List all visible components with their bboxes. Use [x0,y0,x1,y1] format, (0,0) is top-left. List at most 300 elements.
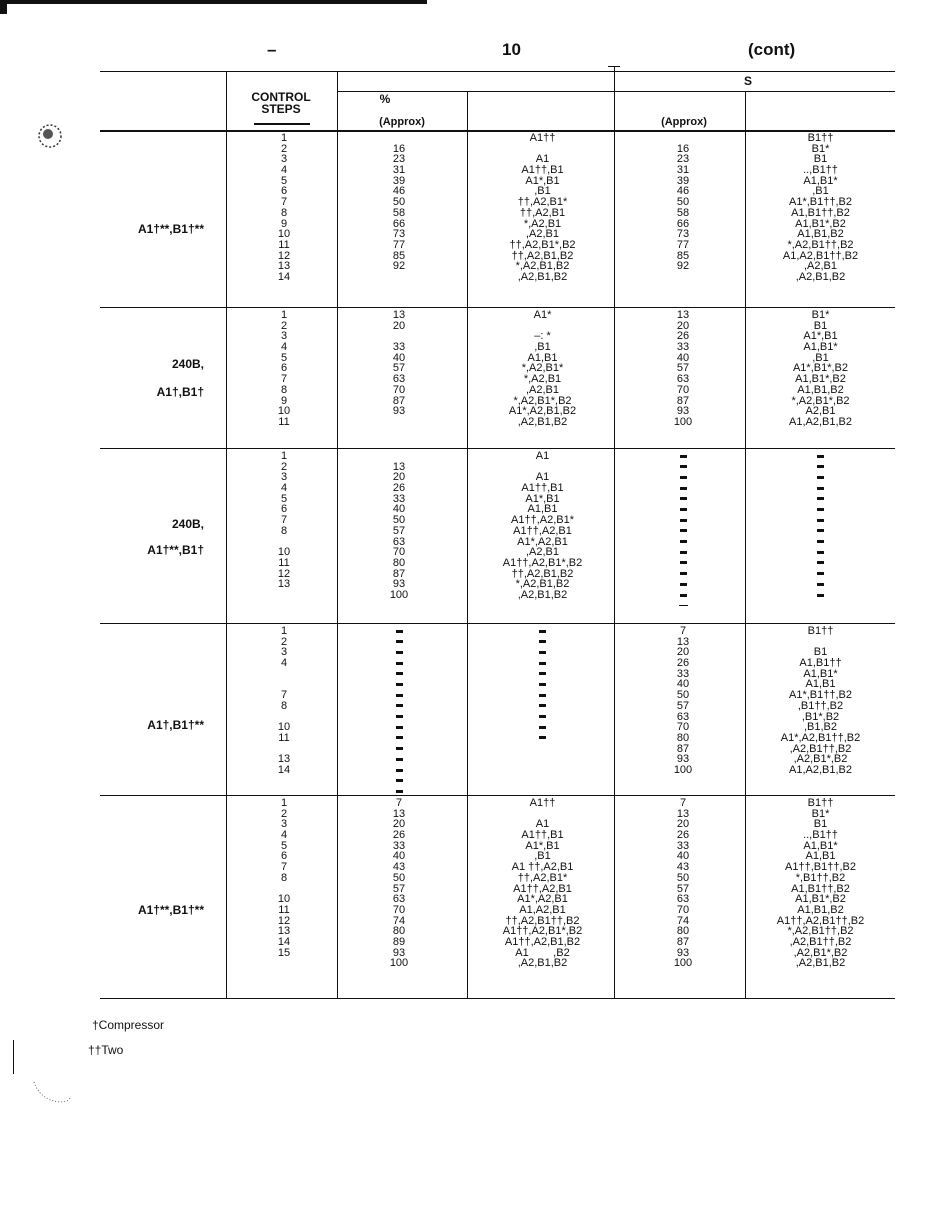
col-divider-5 [745,91,746,999]
cell-pct_b: 70 [676,903,690,916]
cell-pct_a: 20 [392,818,406,831]
cell-load_a: A1††,A2,B1 [513,524,572,537]
cell-load_b: A1,B1* [803,667,838,680]
cell-steps: 11 [278,903,290,916]
title-dash: – [267,40,277,59]
cell-load_a: ,A2,B1 [525,228,560,241]
empty-cell-dash [470,712,615,723]
cell-pct_b: 40 [676,850,690,863]
cell-steps: 8 [280,871,288,884]
cell-pct_a [383,272,415,283]
empty-cell-dash [667,569,699,580]
cell-load_a: A1††,B1 [521,829,564,842]
empty-cell-dash [748,451,893,462]
cell-pct_a: 77 [392,238,406,251]
cell-load_a: ,A2,B1 [525,546,560,559]
cell-steps: 8 [280,699,288,712]
cell-pct_a: 80 [392,556,406,569]
cell-load_b: A1,B1* [803,839,838,852]
cell-pct_b: 50 [676,871,690,884]
cell-pct_a: 70 [392,546,406,559]
cell-pct_b: 80 [676,731,690,744]
empty-cell-dash [383,776,415,787]
cell-steps: 5 [280,492,288,505]
cell-pct_b: 7 [679,625,687,637]
cell-steps: 1 [280,625,288,637]
cell-load_a: ,B1 [534,185,551,198]
cell-load_b: A1††,B1††,B2 [785,861,856,874]
cell-load_b: A1*,A2,B1††,B2 [780,731,861,744]
cell-pct_a: 89 [392,935,406,948]
cell-pct_b: 13 [676,309,690,321]
cell-load_b: B1†† [807,625,834,637]
empty-cell-dash [470,647,615,658]
cell-steps: 7 [280,861,288,874]
cell-steps [256,958,312,969]
cell-load_b: A1,B1* [803,341,838,354]
cell-load_b: A1,B1,B2 [797,383,844,396]
col-divider-3 [467,91,468,999]
cell-pct_b: 57 [676,699,690,712]
cell-steps: 15 [277,946,291,959]
empty-cell-dash [748,558,893,569]
cell-load_b: B1†† [807,797,834,809]
group-divider-4 [100,795,895,796]
cell-pct_a: 50 [392,871,406,884]
cell-pct_a: 58 [392,206,406,219]
cell-load_a: *,A2,B1 [523,217,562,230]
cell-pct_a: 13 [392,309,406,321]
cell-steps: 11 [278,556,290,569]
cell-pct_a: 46 [392,185,406,198]
control-steps-underline [254,123,310,125]
cell-pct_b: 100 [673,763,693,776]
cell-pct_b: 7 [679,797,687,809]
empty-cell-dash [748,537,893,548]
empty-cell-dash [667,515,699,526]
cell-pct_a: 73 [392,228,406,241]
group-label-2a: 240B, [171,357,204,371]
cell-steps: 3 [280,153,288,166]
cell-pct_b: 74 [676,914,690,927]
cell-pct_a: 33 [392,839,406,852]
cell-load_a: A1*,A2,B1 [517,535,568,548]
cell-load_a: A1††,A2,B1* [511,514,574,527]
cell-load_b: A1*,B1*,B2 [792,362,849,375]
cell-pct_b: 50 [676,689,690,702]
cell-pct_b: 58 [676,206,690,219]
empty-cell-dash [470,722,615,733]
cell-steps: 14 [277,763,291,776]
cell-pct_a: 66 [392,217,406,230]
cell-load_a: A1 ††,A2,B1 [511,861,574,874]
cell-load_a: ††,A2,B1,B2 [511,249,574,262]
group-5-load-a [470,798,615,969]
cell-steps: 4 [280,341,288,354]
empty-cell-dash [383,722,415,733]
cell-load_b: A1,B1 [805,678,836,691]
cell-load_b: ,A2,B1††,B2 [789,742,852,755]
cell-steps: 8 [280,206,288,219]
cell-load_b: A1,B1††,B2 [791,882,850,895]
cell-load_b: ,B1††,B2 [797,699,844,712]
cell-steps: 3 [280,646,288,659]
cell-pct_b: 31 [676,164,690,177]
cell-pct_b: 46 [676,185,690,198]
cell-load_a: ††,A2,B1*,B2 [509,238,576,251]
cell-pct_a: 63 [392,373,406,386]
cell-load_a: A1 [535,818,550,831]
cell-pct_a: 87 [392,567,406,580]
cell-steps: 3 [280,471,288,484]
cell-load_b: A1*,B1††,B2 [789,689,852,702]
cell-steps: 14 [277,935,291,948]
cell-steps: 5 [280,174,288,187]
cell-load_a: –: * [534,330,551,343]
empty-cell-dash [470,690,615,701]
group-label-2b: A1†,B1† [156,385,204,399]
empty-cell-dash [383,744,415,755]
cell-pct_a: 20 [392,471,406,484]
footnote-two: ††Two [88,1043,124,1057]
cell-steps: 6 [280,503,288,516]
cell-pct_b: 43 [676,861,690,874]
group-2-steps [256,310,312,428]
group-4-load-b [748,626,893,776]
cell-pct_a: 50 [392,514,406,527]
empty-cell-dash [383,647,415,658]
cell-steps: 1 [280,132,288,144]
cell-load_b: A1,B1*,B2 [795,373,846,386]
cell-steps: 3 [280,818,288,831]
cell-pct_a: 26 [392,829,406,842]
cell-load_b: ,A2,B1,B2 [795,270,846,283]
cell-load_b: A1,B1 [805,850,836,863]
margin-bar [13,1040,14,1074]
top-rule-hook [0,0,7,14]
cell-pct_a: 57 [392,524,406,537]
cell-pct_a: 57 [392,362,406,375]
cell-pct_a: 33 [392,492,406,505]
empty-cell-dash [470,658,615,669]
cell-load_b: ,B1 [812,351,829,364]
cell-pct_a: 93 [392,405,406,418]
cell-pct_b: 77 [676,238,690,251]
group-4-steps [256,626,312,776]
cell-pct_b: 80 [676,925,690,938]
group-1-percent-a [383,133,415,283]
cell-load_a: A1 [535,471,550,484]
cell-steps: 4 [280,482,288,495]
group-label-1: A1†**,B1†** [137,222,204,236]
empty-cell-dash [667,462,699,473]
group-1-load-b [748,133,893,283]
cell-pct_a: 74 [392,914,406,927]
cell-load_a: A1*,B1 [525,839,560,852]
cell-load_a: A1* [533,309,552,321]
cell-load_a: A1††,A2,B1,B2 [504,935,581,948]
cell-load_b: ,A2,B1††,B2 [789,935,852,948]
cell-pct_a: 92 [392,260,406,273]
empty-cell-dash [748,547,893,558]
cell-load_a: ††,A2,B1* [517,871,568,884]
empty-cell-dash [470,637,615,648]
empty-cell-dash [470,679,615,690]
cell-steps: 10 [277,721,291,734]
cell-pct_a: 23 [392,153,406,166]
cell-pct_b: 20 [676,319,690,332]
cell-pct_b: 13 [676,635,690,648]
smudge-mark [30,118,74,158]
cell-steps: 13 [277,925,291,938]
subheader-rule [337,91,895,92]
cell-pct_b: 33 [676,667,690,680]
empty-cell-dash [667,579,699,590]
cell-pct_a: 13 [392,460,406,473]
cell-steps: 12 [277,249,291,262]
empty-cell-dash [748,494,893,505]
cell-steps: 6 [280,185,288,198]
cell-steps: 11 [278,238,290,251]
cell-pct_b: 33 [676,839,690,852]
cell-load_a: A1††,A2,B1 [513,882,572,895]
cell-pct_b: 20 [676,646,690,659]
cell-pct_a: 70 [392,903,406,916]
cell-steps: 10 [277,228,291,241]
empty-cell-dash [383,712,415,723]
cell-pct_a: 39 [392,174,406,187]
cell-steps: 13 [277,260,291,273]
cell-load_a: *,A2,B1* [521,362,564,375]
cell-steps: 4 [280,829,288,842]
group-3-percent-b-empty [667,451,699,611]
top-rule [0,0,427,4]
group-1-load-a [470,133,615,283]
group-2-percent-a [383,310,415,428]
cell-steps [256,669,312,680]
cell-pct_a: 100 [389,957,409,970]
cell-load_a: A1 [535,450,550,462]
cell-steps: 7 [280,689,288,702]
cell-load_a: A1†† [529,797,556,809]
cell-load_a: A1††,A2,B1*,B2 [502,556,583,569]
cell-load_b: ..,B1†† [803,829,838,842]
cell-load_a: ††,A2,B1* [517,196,568,209]
cell-load_a: A1,B1 [527,351,558,364]
cell-load_b: B1 [813,818,828,831]
empty-cell-dash [383,765,415,776]
cell-pct_b: 16 [676,142,690,155]
cell-steps: 13 [277,753,291,766]
cell-pct_b: 57 [676,362,690,375]
cell-load_a: A1*,B1 [525,492,560,505]
empty-cell-dash [667,451,699,462]
empty-cell-dash [748,569,893,580]
empty-cell-dash [667,504,699,515]
cell-load_b: A1††,A2,B1††,B2 [776,914,865,927]
empty-cell-dash [383,690,415,701]
cell-load_b: A1,A2,B1††,B2 [782,249,859,262]
cell-load_a: ,A2,B1,B2 [517,270,568,283]
group-divider-2 [100,448,895,449]
cell-pct_b: 70 [676,383,690,396]
cell-load_b: B1 [813,646,828,659]
cell-steps: 11 [278,731,290,744]
empty-cell-dash [667,472,699,483]
cell-steps: 13 [277,578,291,591]
cell-pct_a: 57 [392,882,406,895]
cell-load_a: A1 ,B2 [515,946,570,959]
group-divider-1 [100,307,895,308]
cell-load_b: B1 [813,319,828,332]
cell-steps: 1 [280,797,288,809]
cell-steps: 11 [278,415,290,428]
cell-steps: 7 [280,196,288,209]
header-bottom-rule [100,130,895,132]
col-divider-2 [337,71,338,999]
cell-load_b: A1*,B1 [803,330,838,343]
group-5-load-b [748,798,893,969]
empty-cell-dash [383,679,415,690]
cell-steps: 2 [280,319,288,332]
cell-steps [256,590,312,601]
cell-pct_a: 40 [392,850,406,863]
cell-load_a: ,A2,B1,B2 [517,588,568,601]
cell-pct_a: 70 [392,383,406,396]
cell-load_b: B1†† [807,132,834,144]
cell-load_b: *,B1††,B2 [795,871,846,884]
cell-load_a: A1††,B1 [521,164,564,177]
cell-load_b: ,A2,B1*,B2 [793,753,848,766]
percent-header: % [379,92,391,106]
cell-pct_b: 87 [676,394,690,407]
cell-pct_b [667,272,699,283]
table-top-rule [100,71,895,72]
cell-steps: 5 [280,351,288,364]
cell-load_a: ,B1 [534,850,551,863]
cell-steps: 9 [280,217,288,230]
cell-load_b: ,B1,B2 [803,721,838,734]
control-steps-header: CONTROL STEPS [251,90,311,116]
group-5-percent-a [383,798,415,969]
cell-pct_a: 100 [389,588,409,601]
footnote-compressor: †Compressor [92,1018,165,1032]
cell-steps: 5 [280,839,288,852]
cell-pct_b: 87 [676,742,690,755]
cell-pct_b: 13 [676,807,690,820]
cell-load_a: ,A2,B1,B2 [517,415,568,428]
cell-steps: 6 [280,362,288,375]
group-4-percent-b [667,626,699,776]
cell-steps: 2 [280,635,288,648]
empty-cell-dash [748,462,893,473]
cell-load_b: *,A2,B1*,B2 [791,394,850,407]
cell-pct_a: 93 [392,946,406,959]
cell-pct_b: 39 [676,174,690,187]
cell-load_a: ††,A2,B1 [519,206,566,219]
cell-load_b: ,B1 [812,185,829,198]
approx-right-underline [624,130,744,131]
cell-pct_b: 66 [676,217,690,230]
cell-steps: 4 [280,657,288,670]
cell-load_b: ,A2,B1 [803,260,838,273]
approx-header-left: (Approx) [379,116,425,128]
cell-load_b: ,A2,B1*,B2 [793,946,848,959]
cell-pct_a: 80 [392,925,406,938]
cell-pct_a: 7 [395,797,403,809]
empty-cell-dash [383,786,415,797]
group-label-3a: 240B, [171,517,204,531]
cell-load_b: ..,B1†† [803,164,838,177]
cell-load_b: A1,A2,B1,B2 [789,763,852,776]
cell-load_b: A1,B1,B2 [797,228,844,241]
cell-pct_a: 85 [392,249,406,262]
cell-pct_b: 40 [676,678,690,691]
cell-pct_a: 40 [392,351,406,364]
cell-pct_a: 63 [392,535,406,548]
cell-pct_b: 85 [676,249,690,262]
cell-pct_a: 33 [392,341,406,354]
group-4-percent-a-empty [383,626,415,797]
empty-cell-dash [748,590,893,601]
cell-pct_a: 43 [392,861,406,874]
col-divider-4-cap [608,66,620,67]
cell-pct_b: 33 [676,341,690,354]
cell-load_b: A1,B1*,B2 [795,217,846,230]
cell-load_a: A1*,A2,B1,B2 [508,405,577,418]
empty-cell-dash [667,494,699,505]
empty-cell-dash [383,701,415,712]
cell-pct_b: 100 [673,957,693,970]
cell-steps: 9 [280,394,288,407]
empty-cell-dash [470,669,615,680]
approx-header-right: (Approx) [661,116,707,128]
empty-cell-dash [470,701,615,712]
cell-steps: 4 [280,164,288,177]
group-3-percent-a [383,451,415,601]
cell-pct_a: 63 [392,893,406,906]
empty-cell-dash [383,669,415,680]
cell-steps: 2 [280,142,288,155]
cell-load_a: A1,B1 [527,503,558,516]
title-cont: (cont) [748,40,796,59]
group-2-percent-b [667,310,699,428]
cell-steps: 2 [280,807,288,820]
group-3-load-a [470,451,615,601]
cell-load_b: B1* [811,807,830,820]
cell-steps: 3 [280,330,288,343]
cell-steps: 12 [277,914,291,927]
empty-cell-dash [748,526,893,537]
cell-steps: 8 [280,524,288,537]
cell-pct_b: 50 [676,196,690,209]
cell-load_a: *,A2,B1*,B2 [513,394,572,407]
cell-load_b: A1,A2,B1,B2 [789,415,852,428]
cell-steps: 8 [280,383,288,396]
group-label-3b: A1†**,B1† [147,543,204,557]
cell-pct_b: 26 [676,330,690,343]
group-2-load-a [470,310,615,428]
cell-pct_a: 40 [392,503,406,516]
empty-cell-dash [748,483,893,494]
s-header-fragment: S [743,74,752,88]
cell-load_b: B1 [813,153,828,166]
empty-cell-dash [383,658,415,669]
empty-cell-dash [748,579,893,590]
cell-load_b: *,A2,B1††,B2 [787,925,854,938]
cell-load_a: A1††,B1 [521,482,564,495]
cell-steps: 12 [277,567,291,580]
